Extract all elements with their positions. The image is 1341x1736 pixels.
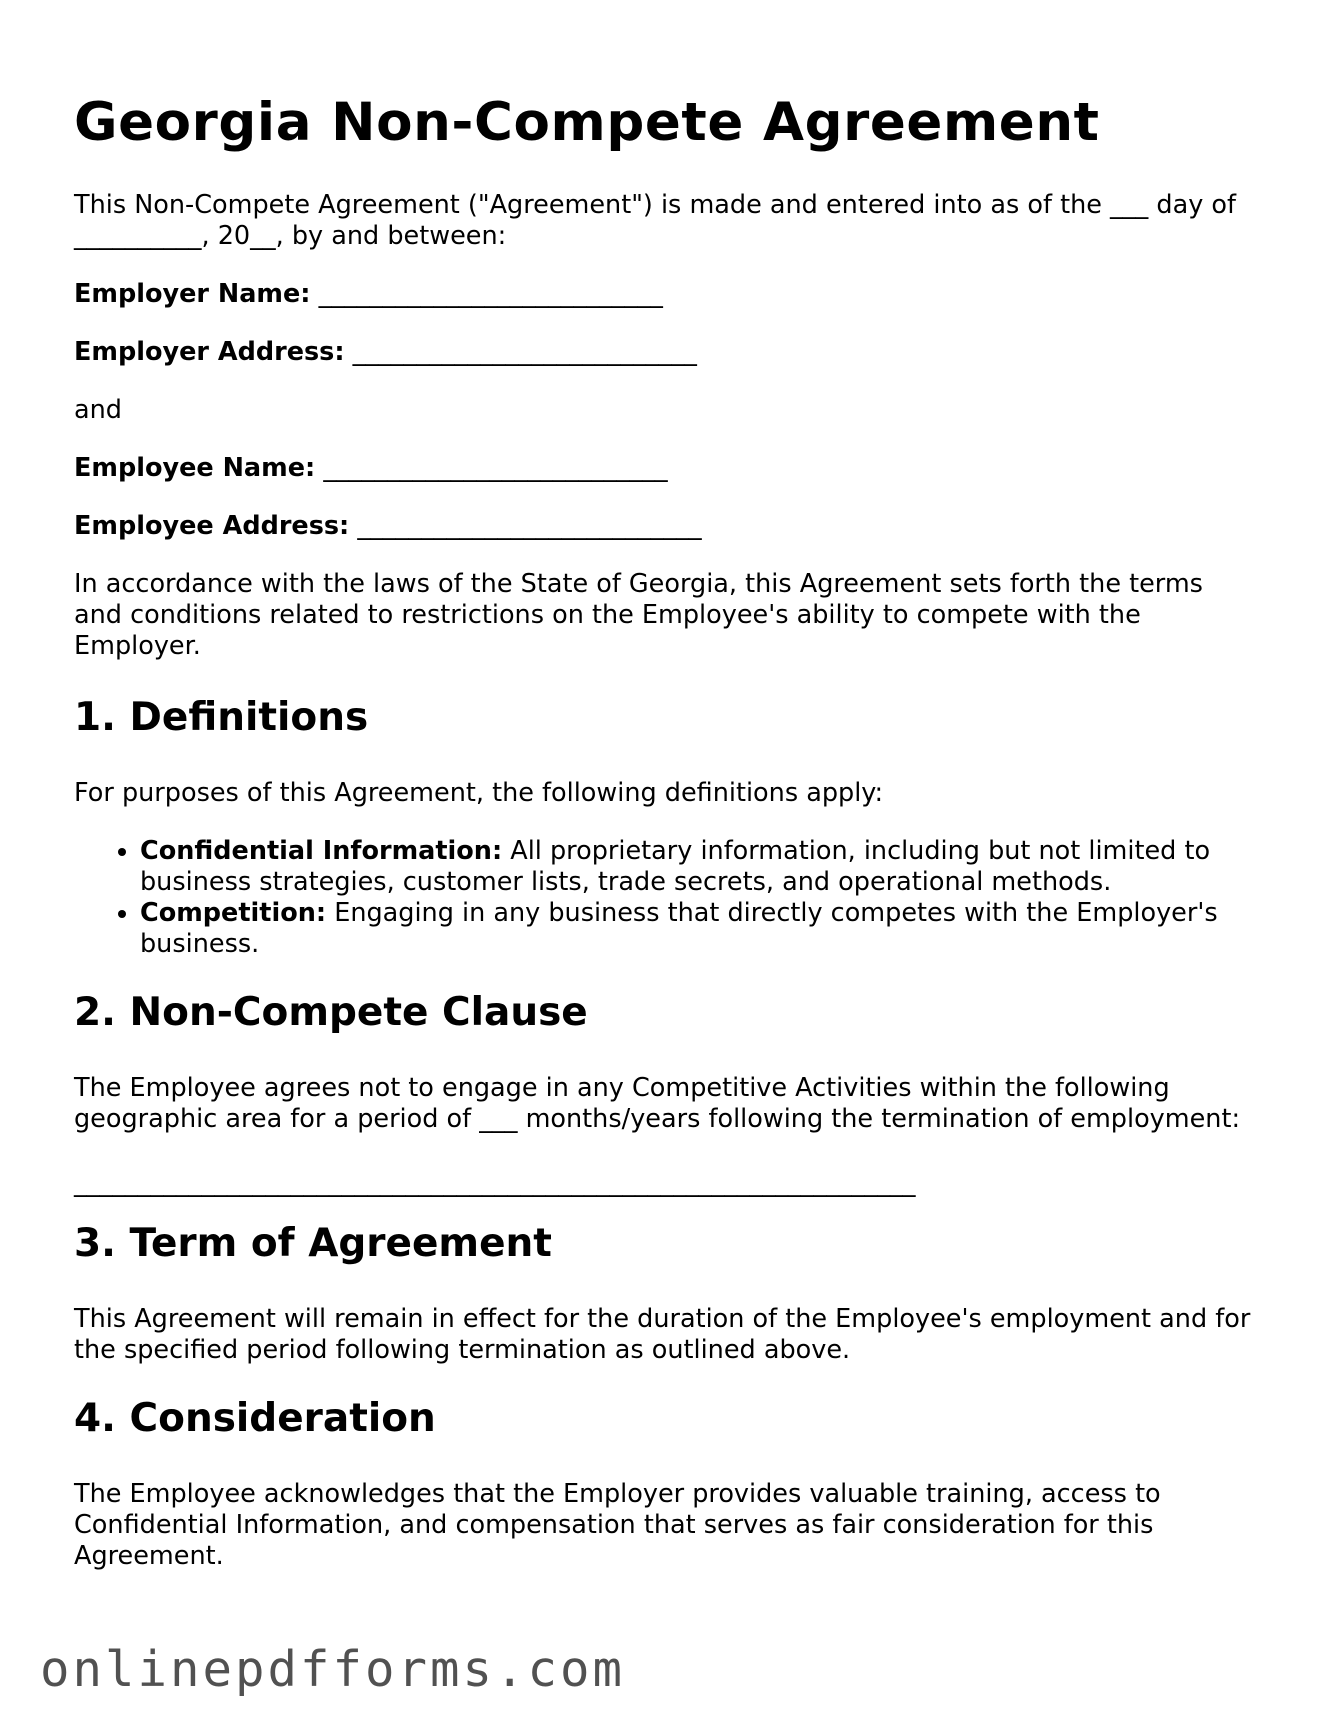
geographic-area-blank: __________________________________________________________________ bbox=[74, 1168, 916, 1199]
document-page bbox=[74, 0, 1254, 1572]
definition-text: Engaging in any business that directly competes with the Employer's business. bbox=[140, 898, 1218, 960]
employee-address-label: Employee Address: bbox=[74, 511, 350, 542]
definition-term: Competition: bbox=[140, 898, 327, 929]
intro-paragraph: This Non-Compete Agreement ("Agreement") is made and entered into as of the ___ day of __________, 20__, by and between: bbox=[74, 190, 1236, 252]
definitions-list bbox=[74, 836, 1254, 960]
employee-name-blank: ___________________________ bbox=[323, 453, 668, 484]
employee-name-label: Employee Name: bbox=[74, 453, 316, 484]
definition-term: Confidential Information: bbox=[140, 836, 503, 867]
consideration-paragraph: The Employee acknowledges that the Employer provides valuable training, access to Confidential Information, and compensation that serves as fair consideration for this Agreement. bbox=[74, 1478, 1161, 1571]
employee-address-field bbox=[74, 511, 1254, 542]
employer-name-field bbox=[74, 279, 1254, 310]
employer-name-label: Employer Name: bbox=[74, 279, 311, 310]
section-heading-term: 3. Term of Agreement bbox=[74, 1221, 552, 1267]
employee-address-blank: ___________________________ bbox=[357, 511, 702, 542]
term-paragraph: This Agreement will remain in effect for the duration of the Employee's employment and for the specified period following termination as outlined above. bbox=[74, 1303, 1251, 1365]
document-title: Georgia Non-Compete Agreement bbox=[74, 92, 1100, 153]
non-compete-paragraph: The Employee agrees not to engage in any Competitive Activities within the following geographic area for a period of ___ months/years following the termination of employment: bbox=[74, 1073, 1241, 1135]
section-heading-definitions: 1. Definitions bbox=[74, 695, 369, 741]
preamble-paragraph: In accordance with the laws of the State of Georgia, this Agreement sets forth the terms and conditions related to restrictions on the Employee's ability to compete with the Employer. bbox=[74, 569, 1203, 662]
employer-name-blank: ___________________________ bbox=[318, 279, 663, 310]
employer-address-blank: ___________________________ bbox=[352, 337, 697, 368]
list-item bbox=[140, 836, 1254, 898]
section-heading-consideration: 4. Consideration bbox=[74, 1395, 436, 1441]
definition-text: All proprietary information, including but not limited to business strategies, customer lists, trade secrets, and operational methods. bbox=[140, 836, 1211, 898]
employee-name-field bbox=[74, 453, 1254, 484]
employer-address-label: Employer Address: bbox=[74, 337, 345, 368]
definitions-intro: For purposes of this Agreement, the following definitions apply: bbox=[74, 778, 884, 809]
and-text: and bbox=[74, 395, 122, 426]
list-item bbox=[140, 898, 1254, 960]
employer-address-field bbox=[74, 337, 1254, 368]
watermark-text: onlinepdfforms.com bbox=[40, 1641, 626, 1698]
section-heading-non-compete: 2. Non-Compete Clause bbox=[74, 990, 588, 1036]
